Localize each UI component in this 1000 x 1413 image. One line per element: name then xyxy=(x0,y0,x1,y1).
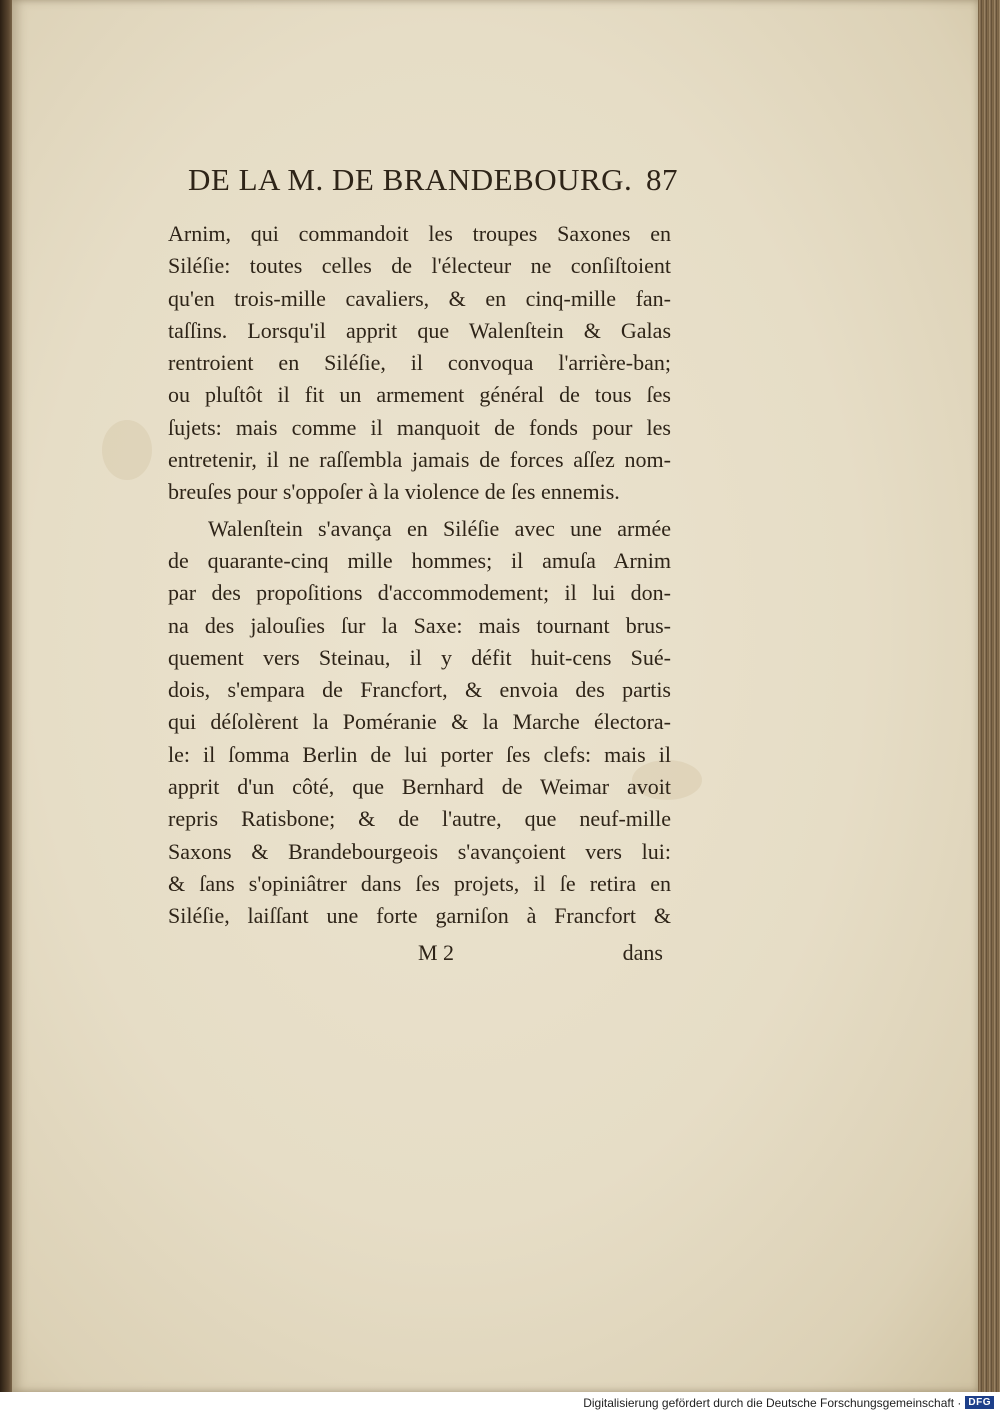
page-header xyxy=(188,162,678,208)
running-head: DE LA M. DE BRANDEBOURG. xyxy=(188,162,633,197)
text-line: Siléſie, laiſſant une forte garniſon à Francfort & xyxy=(168,903,671,929)
credit-text: Digitalisierung gefördert durch die Deutsche Forschungsgemeinschaft · xyxy=(583,1395,962,1410)
signature-mark: M 2 xyxy=(417,940,455,965)
text-line: le: il ſomma Berlin de lui porter ſes clefs: mais il xyxy=(168,741,671,767)
text-line: breuſes pour s'oppoſer à la violence de ſes ennemis. xyxy=(168,479,620,505)
text-line: & ſans s'opiniâtrer dans ſes projets, il ſe retira en xyxy=(168,870,671,896)
text-line: Siléſie: toutes celles de l'électeur ne conſiſtoient xyxy=(168,253,671,279)
page-footer xyxy=(168,936,671,970)
text-line: ou pluſtôt il fit un armement général de tous ſes xyxy=(168,382,671,408)
catchword: dans xyxy=(622,940,663,965)
page-edges xyxy=(978,0,1000,1392)
foxing-stain xyxy=(102,420,152,480)
text-line: qui déſolèrent la Poméranie & la Marche électora- xyxy=(168,709,671,735)
text-line: ſujets: mais comme il manquoit de fonds pour les xyxy=(168,414,671,440)
text-line: dois, s'empara de Francfort, & envoia des partis xyxy=(168,677,671,703)
text-line: quement vers Steinau, il y défit huit-cens Sué- xyxy=(168,644,671,670)
text-line: rentroient en Siléſie, il convoqua l'arrière-ban; xyxy=(168,350,671,376)
text-line: entretenir, il ne raſſembla jamais de forces aſſez nom- xyxy=(168,447,671,473)
credit-bar xyxy=(0,1392,1000,1413)
text-line: Arnim, qui commandoit les troupes Saxones en xyxy=(168,221,671,246)
text-line: na des jalouſies ſur la Saxe: mais tournant brus- xyxy=(168,612,671,638)
text-line: apprit d'un côté, que Bernhard de Weimar avoit xyxy=(168,774,671,800)
page-number: 87 xyxy=(646,162,678,197)
text-line: repris Ratisbone; & de l'autre, que neuf-mille xyxy=(168,806,671,832)
text-line: de quarante-cinq mille hommes; il amuſa Arnim xyxy=(168,547,671,573)
text-line: Saxons & Brandebourgeois s'avançoient vers lui: xyxy=(168,838,671,864)
body-text xyxy=(168,218,671,933)
text-line: qu'en trois-mille cavaliers, & en cinq-mille fan- xyxy=(168,285,671,311)
dfg-logo-icon: DFG xyxy=(965,1396,994,1409)
text-line: taſſins. Lorsqu'il apprit que Walenſtein & Galas xyxy=(168,317,671,343)
text-line: Walenſtein s'avança en Siléſie avec une armée xyxy=(208,515,671,541)
text-line: par des propoſitions d'accommodement; il lui don- xyxy=(168,580,671,606)
